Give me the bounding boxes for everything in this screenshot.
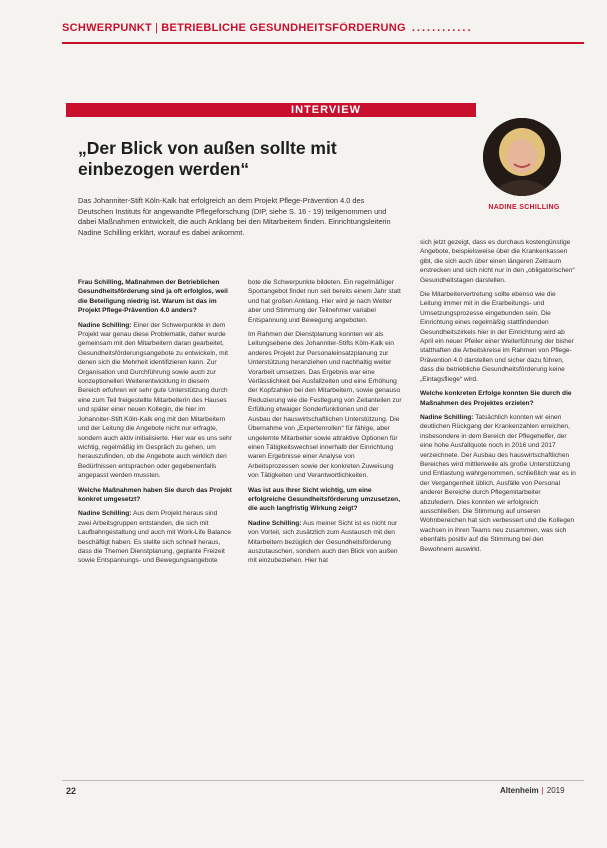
page-number: 22 [66, 786, 77, 796]
issue-number: 2019 [546, 786, 565, 795]
question-4: Welche konkreten Erfolge konnten Sie durch die Maßnahmen des Projektes erzielen? [420, 390, 572, 407]
column-3 [420, 238, 576, 559]
interview-banner [66, 103, 476, 117]
answer-3 [248, 519, 402, 566]
portrait-photo [483, 118, 561, 196]
speaker-name: Nadine Schilling: [248, 519, 302, 527]
answer-text: Aus dem Projekt heraus sind zwei Arbeitsgruppen entstanden, die sich mit Laufbahngestaltung und auch mit Work-Life Balance beschäftigt haben. Es stellte sich schnell heraus, dass die Themen Dienstplanung, geplante Freizeit sowie Entspannungs- und Bewegungsangebote [78, 510, 232, 565]
answer-1 [78, 321, 232, 481]
article-title [78, 138, 388, 180]
magazine-name: Altenheim [500, 786, 539, 795]
answer-3-paragraph: Die Mitarbeitervertretung sollte ebenso wie die Leitung immer mit in die Erarbeitungs- und Umsetzungsprozesse eingebunden sein. Die Einrichtung eines regelmäßig stattfindenden Gesundheitszirkels hier in der Einrichtung wird ab April ein neuer Pfeiler einer Weiterführung der bisher statthaften die Arbeitskreise im Rahmen von Pflege-Prävention 4.0 darstellen und sicher dazu führen, dass die betriebliche Gesundheitsförderung keine „Eintagsfliege“ wird. [420, 291, 574, 383]
answer-text: Tatsächlich konnten wir einen deutlichen Rückgang der Krankenzahlen erreichen, insbesondere in dem Bereich der Pflegehelfer, der eine hohe Ausfallquote noch in 2016 und 2017 verzeichnete. Der Ausbau des hauswirtschaftlichen Bereiches wird mittlerweile als große Unterstützung und Entlastung wahrgenommen, schließlich war es in der Vergangenheit üblich, Ausfälle von Personal anderer Bereiche durch Pflegemitarbeiter abzufedern. Dies konnten wir erfolgreich ausschließen. Die Stimmung auf unseren Wohnbereichen hat sich verbessert und die Kollegen wachsen in ihren Teams neu zusammen, was sich ebenfalls positiv auf die Stimmung bei den Bewohnern auswirkt. [420, 413, 576, 553]
answer-4 [420, 413, 576, 554]
photo-caption: NADINE SCHILLING [488, 204, 560, 211]
column-1 [78, 278, 232, 571]
interview-label: INTERVIEW [291, 104, 361, 116]
section-header [62, 22, 582, 38]
portrait-illustration [483, 118, 561, 196]
question-3: Was ist aus Ihrer Sicht wichtig, um eine erfolgreiche Gesundheitsförderung umzusetzen, die auch langfristig Wirkung zeigt? [248, 486, 401, 513]
answer-2-continued: bote die Schwerpunkte bildeten. Ein regelmäßiger Sportangebot findet nun seit bereits einem Jahr statt und hat großen Anklang. Hier wird je nach Wetter aber und Stimmung der Teilnehmer variabel Entspannung und Bewegung angeboten. [248, 279, 401, 324]
header-separator: | [155, 22, 159, 34]
speaker-name: Nadine Schilling: [420, 413, 474, 421]
header-dots: ............ [411, 22, 473, 34]
speaker-name: Nadine Schilling: [78, 321, 132, 329]
answer-text: Aus meiner Sicht ist es nicht nur von Vorteil, sich zusätzlich zum Austausch mit den Mitarbeitern bezüglich der Gesundheitsförderung auszutauschen, sondern auch den Blick von außen mit einzubeziehen. Hier hat [248, 519, 398, 565]
answer-text: Einer der Schwerpunkte in dem Projekt war genau diese Problematik, daher wurde gemeinsam mit den Mitarbeitern daran gearbeitet, Gesundheitsförderungsangebote zu entwickeln, mit denen sich die Mehrheit identifizieren kann. Zur Organisation und Durchführung sowie auch zur konzeptionellen Weiterentwicklung in diesem Bereich erfuhren wir sehr gute Unterstützung durch eine zum Teil freigestellte Mitarbeiterin des Hauses und später einer neuen Kollegin, die hier im Johanniter-Stift Köln-Kalk eng mit den Mitarbeitern und der Leitung die Angebote nicht nur erfragte, sondern auch aktiv initialisierte. Hier war es uns sehr wichtig, regelmäßig im Gespräch zu gehen, um herauszufinden, ob die Angebote auch wirklich den Bedürfnissen entsprachen oder gegebenenfalls angepasst werden mussten. [78, 321, 232, 480]
footer-rule [62, 780, 584, 781]
header-rule [62, 42, 584, 44]
section-kicker: SCHWERPUNKT [62, 22, 153, 34]
answer-2-paragraph: Im Rahmen der Dienstplanung konnten wir als Leitungsebene des Johanniter-Stifts Köln-Kalk ein anderes Projekt zur Personaleinsatzplanung zur Unterstützung heranziehen und nachhaltig weiter Vorarbeit umsetzen. Das Ergebnis war eine Verlässlichkeit bei Ausfallzeiten und eine Erhöhung der Kopfzahlen bei den Mitarbeitern, sowie genauso Reduzierung wie die Festlegung von Zeitanteilen zur Erfüllung etwaiger Sonderfunktionen und der Ausbau der hauswirtschaftlichen Unterstützung. Die Übernahme von „Expertenrollen“ für fähige, aber ungelernte Mitarbeiter sowie attraktive Optionen für einen Tätigkeitswechsel innerhalb der Einrichtung waren Ergebnisse einer Analyse von Arbeitsprozessen sowie der konkreten Zuweisung von Tätigkeiten und Verantwortlichkeiten. [248, 331, 402, 480]
article-lead: Das Johanniter-Stift Köln-Kalk hat erfolgreich an dem Projekt Pflege-Prävention 4.0 des Deutschen Instituts für angewandte Pflegeforschung (DIP, siehe S. 16 - 19) teilgenommen und dabei Maßnahmen entwickelt, die auch Anklang bei den Mitarbeitern finden. Einrichtungsleiterin Nadine Schilling erklärt, worauf es dabei ankommt. [78, 196, 391, 237]
column-2 [248, 278, 402, 571]
title-line-1: „Der Blick von außen sollte mit [78, 138, 337, 158]
magazine-footer [500, 786, 565, 795]
title-line-2: einbezogen werden“ [78, 159, 250, 179]
section-title: BETRIEBLICHE GESUNDHEITSFÖRDERUNG [161, 22, 406, 34]
answer-3-continued: sich jetzt gezeigt, dass es durchaus kostengünstige Angebote, beispielsweise über die Krankenkassen gibt, die sich auch über einen längeren Zeitraum erstrecken und sich nicht nur in den „obligatorischen“ Gesundheitstagen darstellen. [420, 239, 575, 284]
question-1: Frau Schilling, Maßnahmen der Betrieblichen Gesundheitsförderung sind ja oft erfolglos, weil die Beteiligung niedrig ist. Warum ist das im Projekt Pflege-Prävention 4.0 anders? [78, 279, 228, 315]
answer-2 [78, 509, 232, 565]
footer-separator: | [541, 786, 544, 795]
speaker-name: Nadine Schilling: [78, 510, 132, 518]
question-2: Welche Maßnahmen haben Sie durch das Projekt konkret umgesetzt? [78, 486, 232, 503]
